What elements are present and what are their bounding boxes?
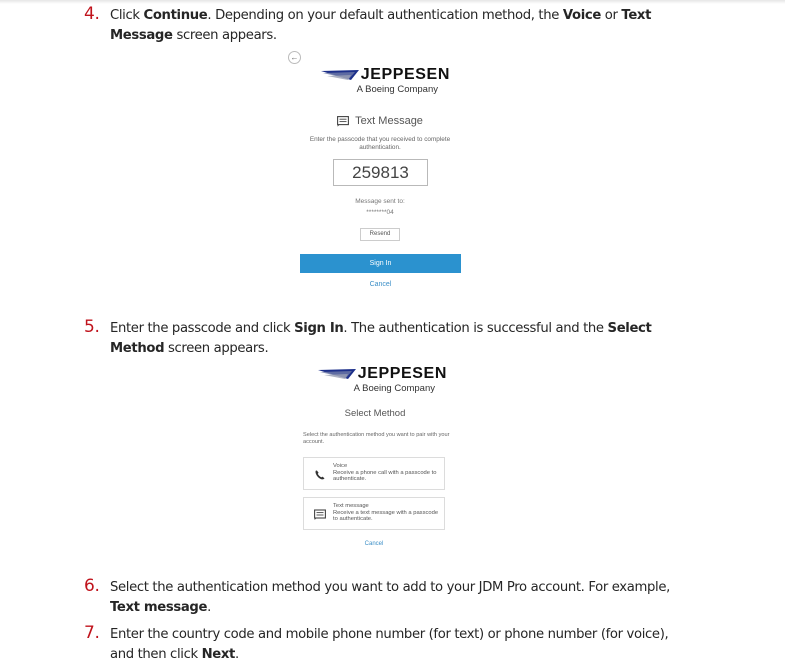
resend-button[interactable]: Resend bbox=[360, 228, 400, 241]
step-number: 7. bbox=[84, 623, 100, 643]
method-option-text-message[interactable] bbox=[303, 497, 445, 530]
logo-swoosh-icon bbox=[321, 69, 359, 81]
select-method-title: Select Method bbox=[344, 408, 406, 419]
step-text: Click Continue. Depending on your default authentication method, the Voice or Text Message screen appears. bbox=[110, 8, 652, 43]
jeppesen-logo: JEPPESEN A Boeing Company bbox=[303, 366, 447, 394]
method-description: Receive a text message with a passcode to authenticate. bbox=[333, 509, 439, 523]
message-icon bbox=[337, 116, 349, 127]
passcode-input[interactable]: 259813 bbox=[333, 159, 428, 186]
message-sent-label: Message sent to: bbox=[355, 198, 405, 205]
jeppesen-logo: JEPPESEN A Boeing Company bbox=[306, 67, 450, 95]
step-number: 4. bbox=[84, 4, 100, 24]
text-message-title: Text Message bbox=[300, 115, 460, 127]
step-5 bbox=[84, 319, 724, 359]
select-method-instruction: Select the authentication method you want to pair with your account. bbox=[303, 432, 450, 445]
phone-icon bbox=[314, 469, 326, 481]
back-button[interactable] bbox=[288, 51, 301, 64]
step-text: Select the authentication method you want to add to your JDM Pro account. For example, Text message. bbox=[110, 580, 670, 615]
step-6 bbox=[84, 578, 744, 618]
cancel-link[interactable]: Cancel bbox=[364, 541, 384, 547]
passcode-instruction: Enter the passcode that you received to complete authentication. bbox=[309, 136, 451, 151]
step-7 bbox=[84, 625, 744, 665]
step-number: 5. bbox=[84, 317, 100, 337]
logo-swoosh-icon bbox=[318, 368, 356, 380]
step-number: 6. bbox=[84, 576, 100, 596]
step-4 bbox=[84, 6, 724, 46]
method-title: Voice bbox=[333, 463, 348, 469]
message-icon bbox=[314, 509, 326, 521]
method-description: Receive a phone call with a passcode to authenticate. bbox=[333, 469, 437, 483]
arrow-left-icon: ← bbox=[290, 53, 299, 62]
cancel-link[interactable]: Cancel bbox=[369, 281, 392, 288]
sign-in-button[interactable]: Sign In bbox=[300, 254, 461, 273]
step-text: Enter the passcode and click Sign In. The authentication is successful and the Select Method screen appears. bbox=[110, 321, 652, 356]
masked-phone-number: ********04 bbox=[366, 209, 394, 216]
method-title: Text message bbox=[333, 503, 369, 509]
step-text: Enter the country code and mobile phone number (for text) or phone number (for voice), and then click Next. bbox=[110, 627, 669, 662]
method-option-voice[interactable] bbox=[303, 457, 445, 490]
page-top-edge bbox=[0, 0, 785, 4]
